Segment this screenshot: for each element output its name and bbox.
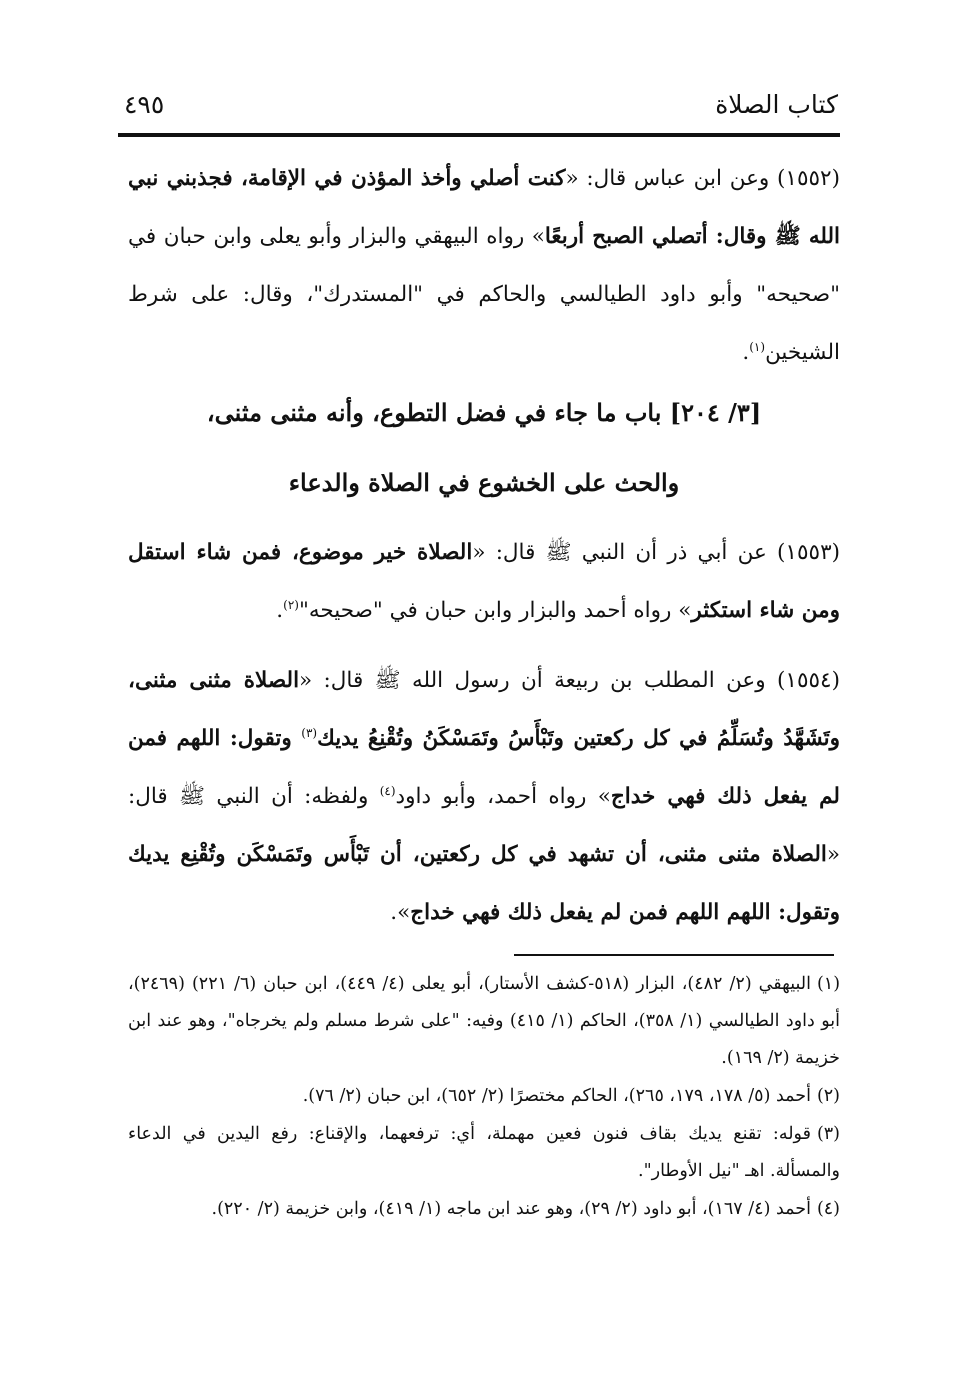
footnote-ref: (٣) (301, 725, 318, 740)
footnote-2 (128, 1078, 840, 1115)
hadith-entry-1552 (128, 150, 840, 382)
hadith-text: » رواه أحمد، وأبو داود (395, 784, 611, 809)
footnote-3 (128, 1116, 840, 1190)
page-number: ٤٩٥ (124, 90, 165, 119)
hadith-text: وعن ابن عباس قال: « (565, 166, 770, 191)
book-title: كتاب الصلاة (715, 90, 838, 119)
hadith-entry-1554 (128, 652, 840, 942)
section-title-line-2: والحث على الخشوع في الصلاة والدعاء (288, 468, 680, 497)
footnote-number: (٣) (816, 1124, 840, 1144)
footnote-1 (128, 966, 840, 1077)
hadith-number: (١٥٥٣) (777, 540, 841, 565)
header-rule (118, 133, 840, 137)
hadith-number: (١٥٥٢) (777, 166, 840, 191)
hadith-text: عن أبي ذر أن النبي ﷺ قال: « (472, 540, 767, 565)
hadith-text: ولفظه: أن النبي ﷺ قال: « (128, 784, 840, 867)
hadith-text: . (742, 340, 750, 365)
hadith-quote: الصلاة مثنى مثنى، وتَشَهَّدُ وتُسَلِّمُ في كل ركعتين وتَبْأَسُ وتَمَسْكَنُ وتُقْنِعُ يديك (128, 668, 840, 751)
footnote-text: أحمد (٤/ ١٦٧)، أبو داود (٢/ ٢٩)، وهو عند ابن ماجه (١/ ٤١٩)، وابن خزيمة (٢/ ٢٢٠). (211, 1199, 811, 1219)
hadith-text: » رواه أحمد والبزار وابن حبان في "صحيحه" (298, 598, 692, 623)
hadith-number: (١٥٥٤) (777, 668, 840, 693)
hadith-text: ». (390, 900, 411, 925)
footnotes (128, 966, 840, 1229)
footnote-4 (128, 1191, 840, 1228)
hadith-quote: الصلاة خير موضوع، فمن شاء استقل ومن شاء استكثر (128, 540, 840, 623)
hadith-quote: الصلاة مثنى مثنى، أن تشهد في كل ركعتين، أن تَبْأَس وتَمَسْكَن وتُقْنِع يديك وتقول: اللهم اللهم فمن لم يفعل ذلك فهي خداج (128, 842, 840, 925)
footnote-number: (٢) (816, 1086, 840, 1106)
footnote-ref: (٢) (283, 597, 299, 612)
hadith-quote: كنت أصلي وأخذ المؤذن في الإقامة، فجذبني نبي الله ﷺ وقال: أتصلي الصبح أربعًا (128, 166, 840, 249)
page-header (118, 86, 838, 136)
footnote-number: (١) (816, 974, 841, 994)
hadith-text: . (276, 598, 284, 623)
footnote-number: (٤) (816, 1199, 840, 1219)
footnote-text: البيهقي (٢/ ٤٨٢)، البزار (٥١٨-كشف الأستار)، أبو يعلى (٤/ ٤٤٩)، ابن حبان (٦/ ٢٢١) (٢٤٦٩)، أبو داود الطيالسي (١/ ٣٥٨)، الحاكم (١/ ٤١٥) وفيه: "على شرط مسلم ولم يخرجاه"، وهو عند ابن خزيمة (٢/ ١٦٩). (128, 974, 840, 1068)
footnote-text: أحمد (٥/ ١٧٨، ١٧٩، ٢٦٥)، الحاكم مختصرًا (٢/ ٦٥٢)، ابن حبان (٢/ ٧٦). (302, 1086, 811, 1106)
hadith-quote: وتقول: اللهم فمن لم يفعل ذلك فهي خداج (128, 726, 840, 809)
footnote-text: قوله: تقنع يديك بقاف فنون فعين مهملة، أي: ترفعهما، والإقناع: رفع اليدين في الدعاء والمسألة. اهـ "نيل الأوطار". (128, 1124, 840, 1181)
section-title-line-1: [٣/ ٢٠٤] باب ما جاء في فضل التطوع، وأنه مثنى مثنى، (206, 398, 762, 427)
footnote-ref: (١) (749, 339, 766, 354)
hadith-text: » رواه البيهقي والبزار وأبو يعلى وابن حبان في "صحيحه" وأبو داود الطيالسي والحاكم في "المستدرك"، وقال: على شرط الشيخين (128, 224, 840, 365)
footnote-ref: (٤) (379, 783, 396, 798)
hadith-text: وعن المطلب بن ربيعة أن رسول الله ﷺ قال: « (299, 668, 766, 693)
hadith-entry-1553 (128, 524, 840, 640)
footnote-separator (514, 954, 834, 956)
